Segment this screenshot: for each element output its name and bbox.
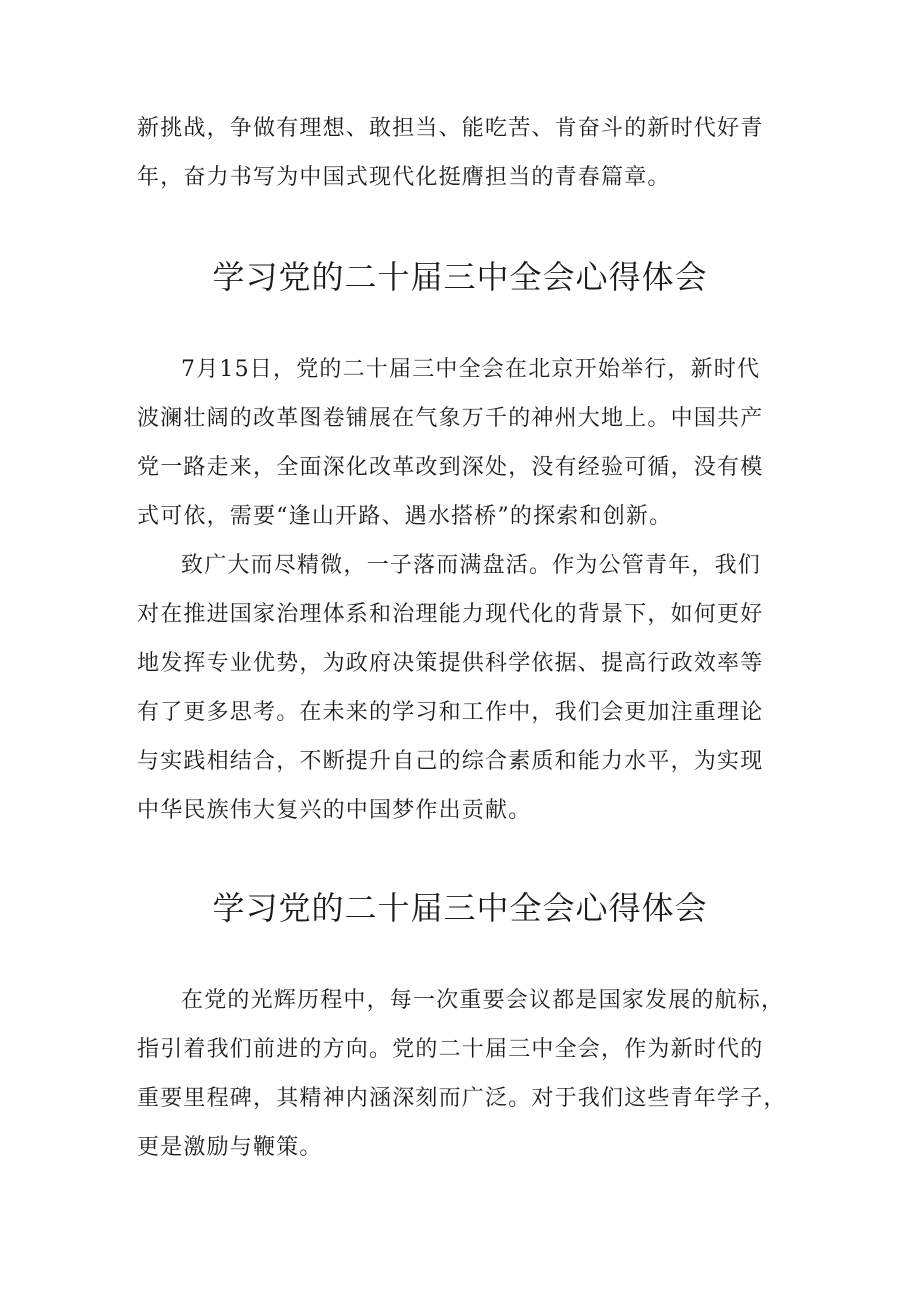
section-2-paragraph-1-line-2: 指引着我们前进的方向。党的二十届三中全会，作为新时代的 xyxy=(137,1037,764,1062)
section-2-paragraph-1-line-1: 在党的光辉历程中，每一次重要会议都是国家发展的航标， xyxy=(181,988,785,1013)
section-1-paragraph-1-line-2: 波澜壮阔的改革图卷铺展在气象万千的神州大地上。中国共产 xyxy=(137,406,764,431)
intro-line-1: 新挑战，争做有理想、敢担当、能吃苦、肯奋斗的新时代好青 xyxy=(137,116,764,141)
section-2-title: 学习党的二十届三中全会心得体会 xyxy=(212,889,708,927)
section-1-paragraph-2-line-4: 有了更多思考。在未来的学习和工作中，我们会更加注重理论 xyxy=(137,700,764,725)
section-1-paragraph-1-line-1: 7月15日，党的二十届三中全会在北京开始举行，新时代 xyxy=(181,357,761,382)
intro-line-2: 年，奋力书写为中国式现代化挺膺担当的青春篇章。 xyxy=(137,165,671,190)
section-1-title: 学习党的二十届三中全会心得体会 xyxy=(212,258,708,296)
section-1-paragraph-2-line-1: 致广大而尽精微，一子落而满盘活。作为公管青年，我们 xyxy=(181,553,762,578)
section-1-paragraph-1-line-4: 式可依，需要“逢山开路、遇水搭桥”的探索和创新。 xyxy=(137,504,673,529)
section-1-paragraph-1-line-3: 党一路走来，全面深化改革改到深处，没有经验可循，没有模 xyxy=(137,455,764,480)
section-2-paragraph-1-line-4: 更是激励与鞭策。 xyxy=(137,1135,323,1160)
section-2-paragraph-1-line-3: 重要里程碑，其精神内涵深刻而广泛。对于我们这些青年学子， xyxy=(137,1086,787,1111)
section-1-paragraph-2-line-3: 地发挥专业优势，为政府决策提供科学依据、提高行政效率等 xyxy=(137,651,764,676)
section-1-paragraph-2-line-6: 中华民族伟大复兴的中国梦作出贡献。 xyxy=(137,798,532,823)
section-1-paragraph-2-line-2: 对在推进国家治理体系和治理能力现代化的背景下，如何更好 xyxy=(137,602,764,627)
section-1-paragraph-2-line-5: 与实践相结合，不断提升自己的综合素质和能力水平，为实现 xyxy=(137,749,764,774)
